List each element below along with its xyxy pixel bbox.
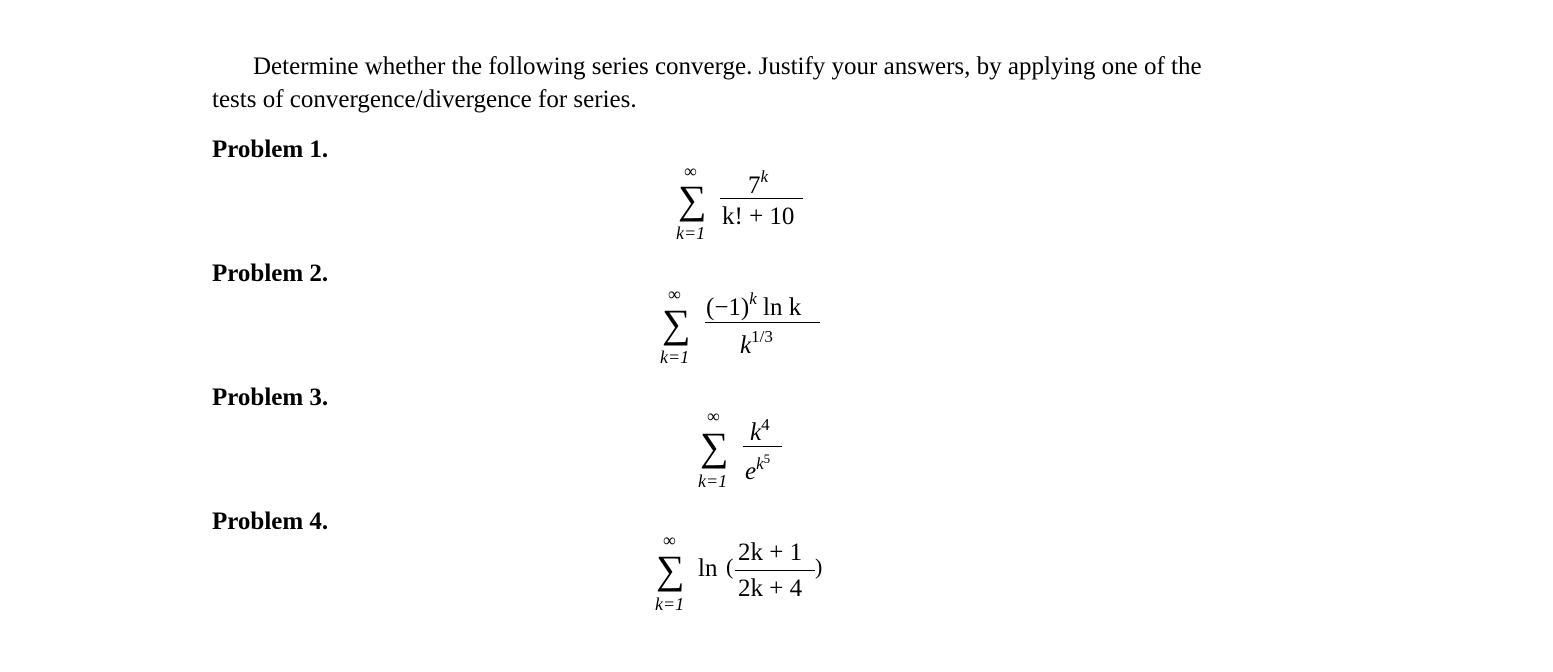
problem-4-label: Problem 4. (212, 508, 329, 535)
denominator: 2k + 4 (738, 575, 803, 602)
numerator-exponent: k (749, 289, 757, 308)
problem-1-label: Problem 1. (212, 136, 329, 163)
summation-sign: ∑ (678, 177, 707, 222)
instructions-line-1: Determine whether the following series converge. Justify your answers, by applying one of the (253, 53, 1202, 80)
numerator-base: (−1) (706, 294, 750, 321)
fraction-bar (720, 198, 803, 199)
summation-sign: ∑ (656, 547, 685, 592)
denominator-exponent: k (756, 454, 764, 473)
problem-2-label: Problem 2. (212, 260, 329, 287)
right-paren: ) (815, 554, 823, 579)
numerator-base: k (750, 419, 762, 446)
denominator-exponent: 1/3 (751, 327, 773, 346)
fraction-bar (743, 446, 782, 447)
numerator (750, 416, 770, 445)
instructions (212, 50, 1292, 116)
sum-upper-limit: ∞ (707, 406, 720, 426)
numerator-base: 7 (748, 172, 761, 199)
denominator (740, 328, 773, 358)
denominator (745, 452, 770, 484)
summation-sign: ∑ (700, 424, 729, 469)
denominator-base: k (740, 332, 752, 359)
sum-upper-limit: ∞ (684, 161, 697, 181)
sum-lower-limit: k=1 (660, 347, 690, 367)
denominator-base: e (745, 458, 757, 485)
numerator-exponent: 4 (761, 415, 770, 434)
summation-sign: ∑ (662, 301, 691, 346)
numerator: 2k + 1 (738, 539, 803, 566)
numerator (706, 290, 801, 320)
left-paren: ( (726, 554, 734, 579)
sum-lower-limit: k=1 (676, 223, 706, 243)
sum-lower-limit: k=1 (655, 594, 685, 614)
numerator (748, 168, 768, 198)
log-function: ln (698, 555, 718, 582)
denominator-exponent-power: 5 (763, 451, 771, 466)
instructions-line-2: tests of convergence/divergence for series. (212, 86, 637, 113)
fraction-bar (735, 570, 815, 571)
numerator-exponent: k (760, 167, 769, 186)
denominator: k! + 10 (722, 203, 795, 230)
sum-upper-limit: ∞ (663, 530, 676, 550)
numerator-log-term: ln k (763, 294, 802, 321)
problem-3-label: Problem 3. (212, 384, 329, 411)
sum-lower-limit: k=1 (698, 471, 728, 491)
sum-upper-limit: ∞ (668, 284, 681, 304)
fraction-bar (705, 322, 820, 323)
